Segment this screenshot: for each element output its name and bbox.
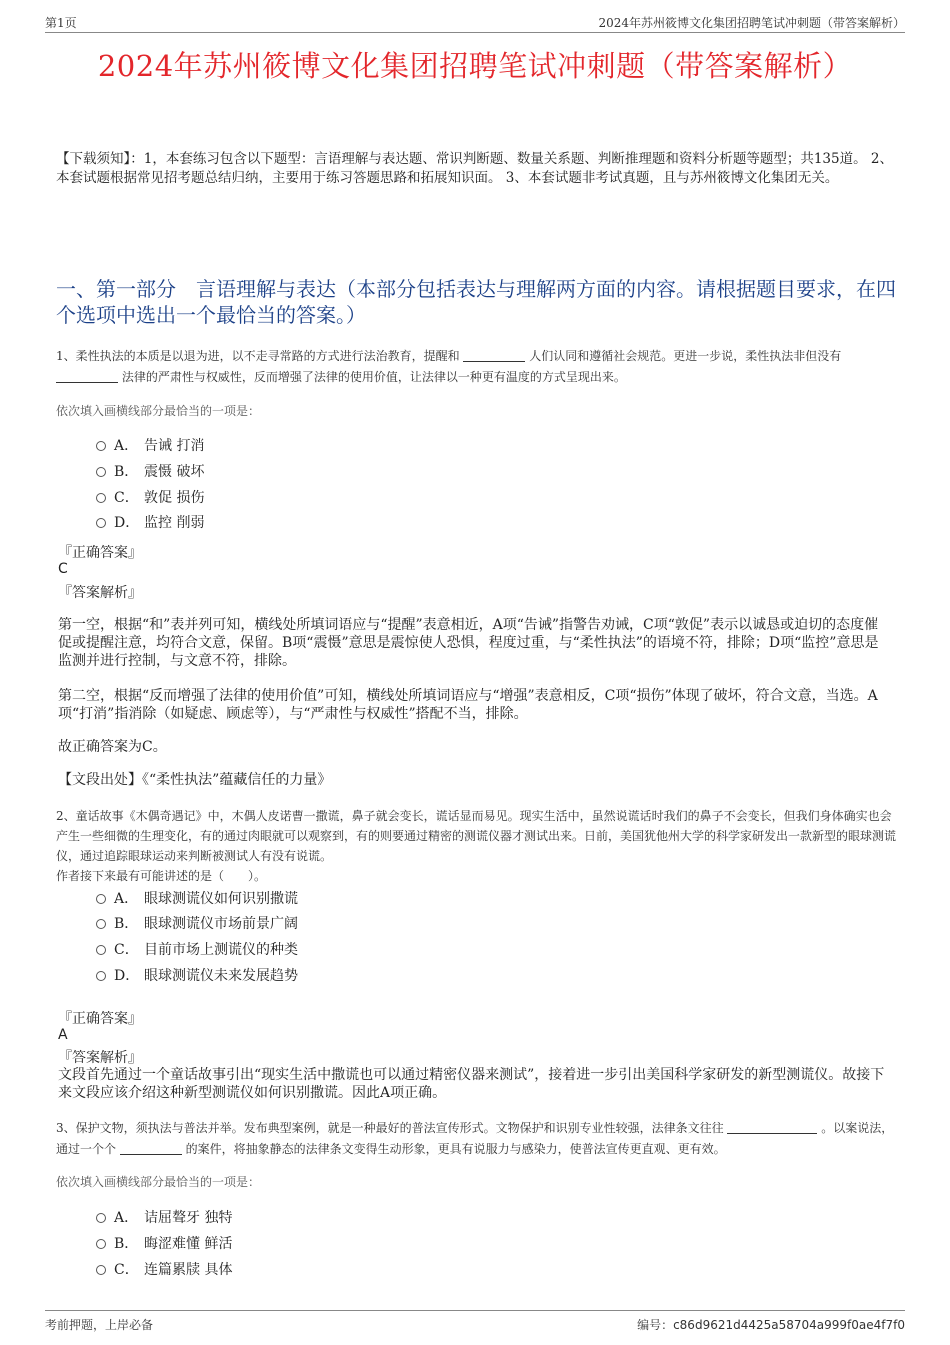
q1-option-c[interactable]: C． 敦促 损伤 (96, 488, 204, 508)
radio-icon[interactable] (96, 1213, 106, 1223)
page-title: 2024年苏州筱博文化集团招聘笔试冲刺题（带答案解析） (97, 49, 853, 83)
q3-option-b[interactable]: B． 晦涩难懂 鲜活 (96, 1234, 232, 1254)
page-number: 第1页 (45, 16, 77, 30)
radio-icon[interactable] (96, 1239, 106, 1249)
fill-blank (56, 369, 118, 383)
correct-answer-label: 『正确答案』 (58, 545, 142, 561)
radio-icon[interactable] (96, 894, 106, 904)
page-footer (45, 1310, 905, 1331)
fill-blank (727, 1120, 817, 1134)
analysis-paragraph: 第一空，根据“和”表并列可知，横线处所填词语应与“提醒”表意相近，A项“告诫”指警告劝诫，C项“敦促”表示以诚恳或迫切的态度催促或提醒注意，均符合文意，保留。B项“震慑”意思是震惊使人恐惧，程度过重，与“柔性执法”的语境不符，排除；D项“监控”意思是监测并进行控制，与文意不符，排除。 (58, 617, 879, 669)
header-doc-title: 2024年苏州筱博文化集团招聘笔试冲刺题（带答案解析） (598, 16, 905, 30)
radio-icon[interactable] (96, 919, 106, 929)
radio-icon[interactable] (96, 493, 106, 503)
question-1-prompt: 依次填入画横线部分最恰当的一项是： (56, 404, 261, 418)
analysis-label: 『答案解析』 (58, 585, 142, 601)
page-header (45, 14, 905, 33)
q2-option-a[interactable]: A． 眼球测谎仪如何识别撒谎 (96, 889, 298, 909)
correct-answer: C (58, 561, 68, 577)
correct-answer-label: 『正确答案』 (58, 1011, 142, 1027)
question-1-text: 1、柔性执法的本质是以退为进，以不走寻常路的方式进行法治教育，提醒和 人们认同和遵循社会规范。更进一步说，柔性执法非但没有 法律的严肃性与权威性，反而增强了法律的使用价值，让法律以一种更有温度的方式呈现出来。 (56, 349, 842, 384)
q3-option-c[interactable]: C． 连篇累牍 具体 (96, 1260, 232, 1280)
analysis-label: 『答案解析』 (58, 1050, 142, 1066)
q2-option-c[interactable]: C． 目前市场上测谎仪的种类 (96, 940, 298, 960)
footer-slogan: 考前押题，上岸必备 (45, 1318, 154, 1332)
question-3-text: 3、保护文物，须执法与普法并举。发布典型案例，就是一种最好的普法宣传形式。文物保护和识别专业性较强，法律条文往往 。以案说法，通过一个个 的案件，将抽象静态的法律条文变得生动形象，更具有说服力与感染力，使普法宣传更直观、更有效。 (56, 1121, 894, 1156)
radio-icon[interactable] (96, 441, 106, 451)
radio-icon[interactable] (96, 971, 106, 981)
source-citation: 【文段出处】《“柔性执法”蕴藏信任的力量》 (58, 772, 332, 788)
analysis-paragraph: 第二空，根据“反而增强了法律的使用价值”可知，横线处所填词语应与“增强”表意相反，C项“损伤”体现了破坏，符合文意，当选。A项“打消”指消除（如疑虑、顾虑等），与“严肃性与权威性”搭配不当，排除。 (58, 688, 878, 722)
q2-option-b[interactable]: B． 眼球测谎仪市场前景广阔 (96, 914, 298, 934)
radio-icon[interactable] (96, 467, 106, 477)
section-heading: 一、第一部分 言语理解与表达（本部分包括表达与理解两方面的内容。请根据题目要求，在四个选项中选出一个最恰当的答案。） (56, 277, 896, 327)
q2-option-d[interactable]: D． 眼球测谎仪未来发展趋势 (96, 966, 298, 986)
question-2-text: 2、童话故事《木偶奇遇记》中，木偶人皮诺曹一撒谎，鼻子就会变长，谎话显而易见。现实生活中，虽然说谎话时我们的鼻子不会变长，但我们身体确实也会产生一些细微的生理变化，有的通过肉眼就可以观察到，有的则要通过精密的测谎仪器才测试出来。日前，美国犹他州大学的科学家研发出一款新型的眼球测谎仪，通过追踪眼球运动来判断被测试人有没有说谎。 (56, 809, 897, 863)
question-3-prompt: 依次填入画横线部分最恰当的一项是： (56, 1175, 261, 1189)
radio-icon[interactable] (96, 1265, 106, 1275)
fill-blank (463, 348, 525, 362)
analysis-paragraph: 文段首先通过一个童话故事引出“现实生活中撒谎也可以通过精密仪器来测试”，接着进一步引出美国科学家研发的新型测谎仪。故接下来文段应该介绍这种新型测谎仪如何识别撒谎。因此A项正确。 (58, 1067, 885, 1101)
radio-icon[interactable] (96, 945, 106, 955)
correct-answer: A (58, 1027, 68, 1043)
fill-blank (120, 1141, 182, 1155)
q3-option-a[interactable]: A． 诘屈聱牙 独特 (96, 1208, 232, 1228)
question-2-prompt: 作者接下来最有可能讲述的是（ ）。 (56, 869, 267, 883)
download-notice: 【下载须知】：1，本套练习包含以下题型：言语理解与表达题、常识判断题、数量关系题、判断推理题和资料分析题等题型；共135道。 2、本套试题根据常见招考题总结归纳，主要用于练习答题思路和拓展知识面。 3、本套试题非考试真题，且与苏州筱博文化集团无关。 (56, 151, 893, 186)
analysis-conclusion: 故正确答案为C。 (58, 739, 167, 755)
q1-option-a[interactable]: A． 告诫 打消 (96, 436, 204, 456)
q1-option-d[interactable]: D． 监控 削弱 (96, 513, 204, 533)
radio-icon[interactable] (96, 518, 106, 528)
q1-option-b[interactable]: B． 震慑 破坏 (96, 462, 204, 482)
footer-code: 编号：c86d9621d4425a58704a999f0ae4f7f0 (637, 1318, 905, 1332)
